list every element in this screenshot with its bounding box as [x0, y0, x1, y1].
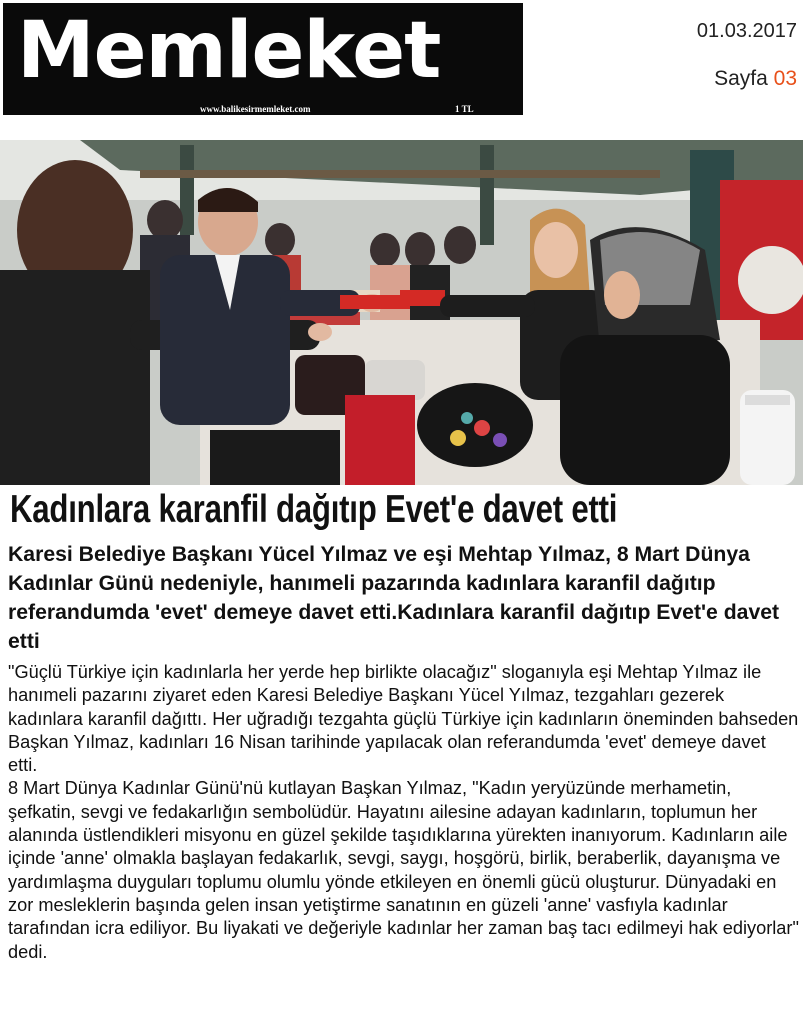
masthead	[3, 3, 523, 115]
news-photo	[0, 140, 803, 485]
page-number: 03	[773, 67, 797, 90]
page-label: Sayfa	[714, 67, 768, 90]
body-paragraph: 8 Mart Dünya Kadınlar Günü'nü kutlayan Başkan Yılmaz, "Kadın yeryüzünde merhametin, şefkatin, sevgi ve fedakarlığın sembolüdür. Hayatını ailesine adayan kadınların, toplumun her alanında üstlendikleri misyonu en güzel şekilde taşıdıklarına yürekten inanıyorum. Kadınların aile içinde 'anne' olmakla başlayan fedakarlık, sevgi, saygı, hoşgörü, birlik, beraberlik, dayanışma ve yardımlaşma duyguları toplumu olumlu yönde etkileyen en önemli gücü oluşturur. Dünyadaki en zor mesleklerin başında gelen insan yetiştirme sanatının en güzeli 'anne' vasfıyla kadınlar tarafından icra ediliyor. Bu liyakati ve değeriyle kadınlar her zaman baş tacı edilmeyi hak ediyorlar" dedi.	[8, 778, 799, 962]
newspaper-logo: Memleket	[17, 6, 441, 96]
page-info	[714, 67, 797, 91]
article-headline: Kadınlara karanfil dağıtıp Evet'e davet etti	[10, 488, 618, 531]
price: 1 TL	[455, 104, 474, 114]
issue-date: 01.03.2017	[696, 20, 797, 42]
article-lead: Karesi Belediye Başkanı Yücel Yılmaz ve eşi Mehtap Yılmaz, 8 Mart Dünya Kadınlar Günü nedeniyle, hanımeli pazarında kadınlara karanfil dağıtıp referandumda 'evet' demeye davet etti.Kadınlara karanfil dağıtıp Evet'e davet etti	[8, 543, 780, 653]
website-url: www.balikesirmemleket.com	[200, 104, 311, 114]
body-paragraph: "Güçlü Türkiye için kadınlarla her yerde hep birlikte olacağız" sloganıyla eşi Mehtap Yılmaz ile hanımeli pazarını ziyaret eden Karesi Belediye Başkanı Yücel Yılmaz, tezgahları gezerek kadınlara karanfil dağıttı. Her uğradığı tezgahta güçlü Türkiye için kadınların öneminden bahseden Başkan Yılmaz, kadınları 16 Nisan tarihinde yapılacak olan referandumda 'evet' demeye davet etti.	[8, 662, 799, 776]
article-body	[8, 661, 800, 964]
